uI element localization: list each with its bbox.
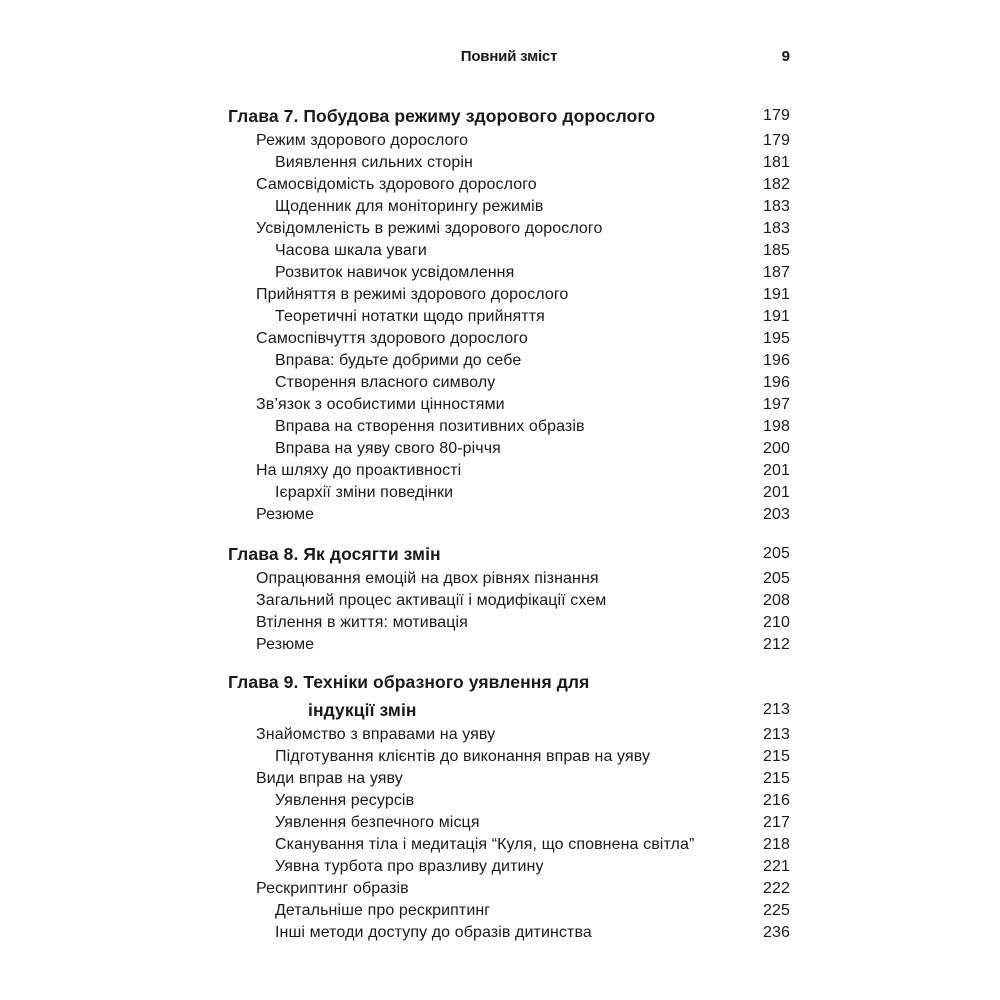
entry-page: 203 — [763, 506, 790, 523]
entry-page: 198 — [763, 418, 790, 435]
chapter-page: 205 — [763, 545, 790, 562]
entry-page: 200 — [763, 440, 790, 457]
entry-page: 201 — [763, 462, 790, 479]
chapter-page: 179 — [763, 107, 790, 124]
entry-page: 191 — [763, 308, 790, 325]
entry-page: 236 — [763, 924, 790, 941]
toc-subentry — [228, 196, 790, 218]
entry-page: 187 — [763, 264, 790, 281]
entry-page: 181 — [763, 154, 790, 171]
entry-title: Детальніше про рескриптинг — [275, 902, 491, 919]
entry-page: 201 — [763, 484, 790, 501]
chapter-title: Глава 8. Як досягти змін — [228, 544, 441, 564]
entry-page: 216 — [763, 792, 790, 809]
toc-subentry — [228, 856, 790, 878]
entry-title: Усвідомленість в режимі здорового дорослого — [256, 220, 603, 237]
entry-title: Самосвідомість здорового дорослого — [256, 176, 537, 193]
entry-page: 182 — [763, 176, 790, 193]
toc-subentry — [228, 262, 790, 284]
toc-entry — [228, 460, 790, 482]
toc-entry — [228, 218, 790, 240]
entry-title: Прийняття в режимі здорового дорослого — [256, 286, 569, 303]
entry-title: Резюме — [256, 636, 315, 653]
toc-entry — [228, 504, 790, 526]
entry-page: 196 — [763, 352, 790, 369]
entry-title: Розвиток навичок усвідомлення — [275, 264, 515, 281]
toc-entry — [228, 328, 790, 350]
page-number: 9 — [781, 48, 790, 65]
entry-page: 208 — [763, 592, 790, 609]
toc-entry — [228, 130, 790, 152]
entry-title: Види вправ на уяву — [256, 770, 403, 787]
entry-title: Сканування тіла і медитація “Куля, що сповнена світла” — [275, 836, 695, 853]
entry-title: Втілення в життя: мотивація — [256, 614, 468, 631]
toc-subentry — [228, 372, 790, 394]
entry-page: 222 — [763, 880, 790, 897]
chapter-heading — [228, 100, 790, 130]
entry-title: Інші методи доступу до образів дитинства — [275, 924, 592, 941]
entry-title: Уявлення безпечного місця — [275, 814, 480, 831]
chapter-8 — [228, 538, 790, 656]
entry-page: 221 — [763, 858, 790, 875]
entry-page: 218 — [763, 836, 790, 853]
entry-page: 215 — [763, 770, 790, 787]
chapter-heading — [228, 538, 790, 568]
entry-title: Ієрархії зміни поведінки — [275, 484, 454, 501]
entry-page: 191 — [763, 286, 790, 303]
toc-subentry — [228, 438, 790, 460]
chapter-title-line-1: Глава 9. Техніки образного уявлення для — [228, 672, 590, 692]
toc-subentry — [228, 416, 790, 438]
table-of-contents — [228, 100, 790, 956]
chapter-page: 213 — [763, 701, 790, 718]
toc-subentry — [228, 240, 790, 262]
entry-title: Загальний процес активації і модифікації схем — [256, 592, 607, 609]
entry-title: Виявлення сильних сторін — [275, 154, 473, 171]
entry-title: Вправа на створення позитивних образів — [275, 418, 585, 435]
toc-entry — [228, 724, 790, 746]
chapter-title-line-2: індукції змін — [308, 700, 417, 720]
chapter-9 — [228, 668, 790, 944]
entry-page: 210 — [763, 614, 790, 631]
entry-title: Уявна турбота про вразливу дитину — [275, 858, 544, 875]
toc-subentry — [228, 482, 790, 504]
entry-title: Створення власного символу — [275, 374, 496, 391]
toc-entry — [228, 174, 790, 196]
entry-page: 196 — [763, 374, 790, 391]
running-head — [228, 48, 790, 70]
entry-title: Часова шкала уваги — [275, 242, 427, 259]
entry-title: Підготування клієнтів до виконання вправ на уяву — [275, 748, 651, 765]
chapter-heading — [228, 668, 790, 724]
entry-page: 185 — [763, 242, 790, 259]
chapter-7 — [228, 100, 790, 526]
toc-subentry — [228, 350, 790, 372]
toc-entry — [228, 590, 790, 612]
entry-page: 197 — [763, 396, 790, 413]
entry-title: На шляху до проактивності — [256, 462, 462, 479]
toc-subentry — [228, 812, 790, 834]
entry-page: 212 — [763, 636, 790, 653]
entry-title: Уявлення ресурсів — [275, 792, 415, 809]
entry-page: 183 — [763, 220, 790, 237]
toc-subentry — [228, 152, 790, 174]
entry-page: 205 — [763, 570, 790, 587]
toc-subentry — [228, 746, 790, 768]
toc-subentry — [228, 834, 790, 856]
entry-title: Зв’язок з особистими цінностями — [256, 396, 505, 413]
toc-entry — [228, 284, 790, 306]
toc-subentry — [228, 790, 790, 812]
entry-title: Резюме — [256, 506, 315, 523]
toc-entry — [228, 568, 790, 590]
entry-title: Опрацювання емоцій на двох рівнях пізнання — [256, 570, 599, 587]
chapter-title — [228, 668, 730, 724]
entry-title: Теоретичні нотатки щодо прийняття — [275, 308, 545, 325]
entry-page: 195 — [763, 330, 790, 347]
entry-page: 215 — [763, 748, 790, 765]
entry-title: Щоденник для моніторингу режимів — [275, 198, 544, 215]
entry-page: 225 — [763, 902, 790, 919]
entry-title: Вправа на уяву свого 80-річчя — [275, 440, 501, 457]
entry-title: Самоспівчуття здорового дорослого — [256, 330, 528, 347]
toc-entry — [228, 878, 790, 900]
toc-entry — [228, 394, 790, 416]
toc-entry — [228, 612, 790, 634]
entry-page: 217 — [763, 814, 790, 831]
toc-entry — [228, 634, 790, 656]
toc-entry — [228, 768, 790, 790]
entry-title: Рескриптинг образів — [256, 880, 409, 897]
running-head-title: Повний зміст — [460, 48, 558, 65]
toc-subentry — [228, 306, 790, 328]
entry-page: 213 — [763, 726, 790, 743]
toc-subentry — [228, 922, 790, 944]
toc-subentry — [228, 900, 790, 922]
entry-page: 183 — [763, 198, 790, 215]
entry-page: 179 — [763, 132, 790, 149]
entry-title: Вправа: будьте добрими до себе — [275, 352, 522, 369]
chapter-title: Глава 7. Побудова режиму здорового дорослого — [228, 106, 656, 126]
entry-title: Знайомство з вправами на уяву — [256, 726, 496, 743]
entry-title: Режим здорового дорослого — [256, 132, 469, 149]
